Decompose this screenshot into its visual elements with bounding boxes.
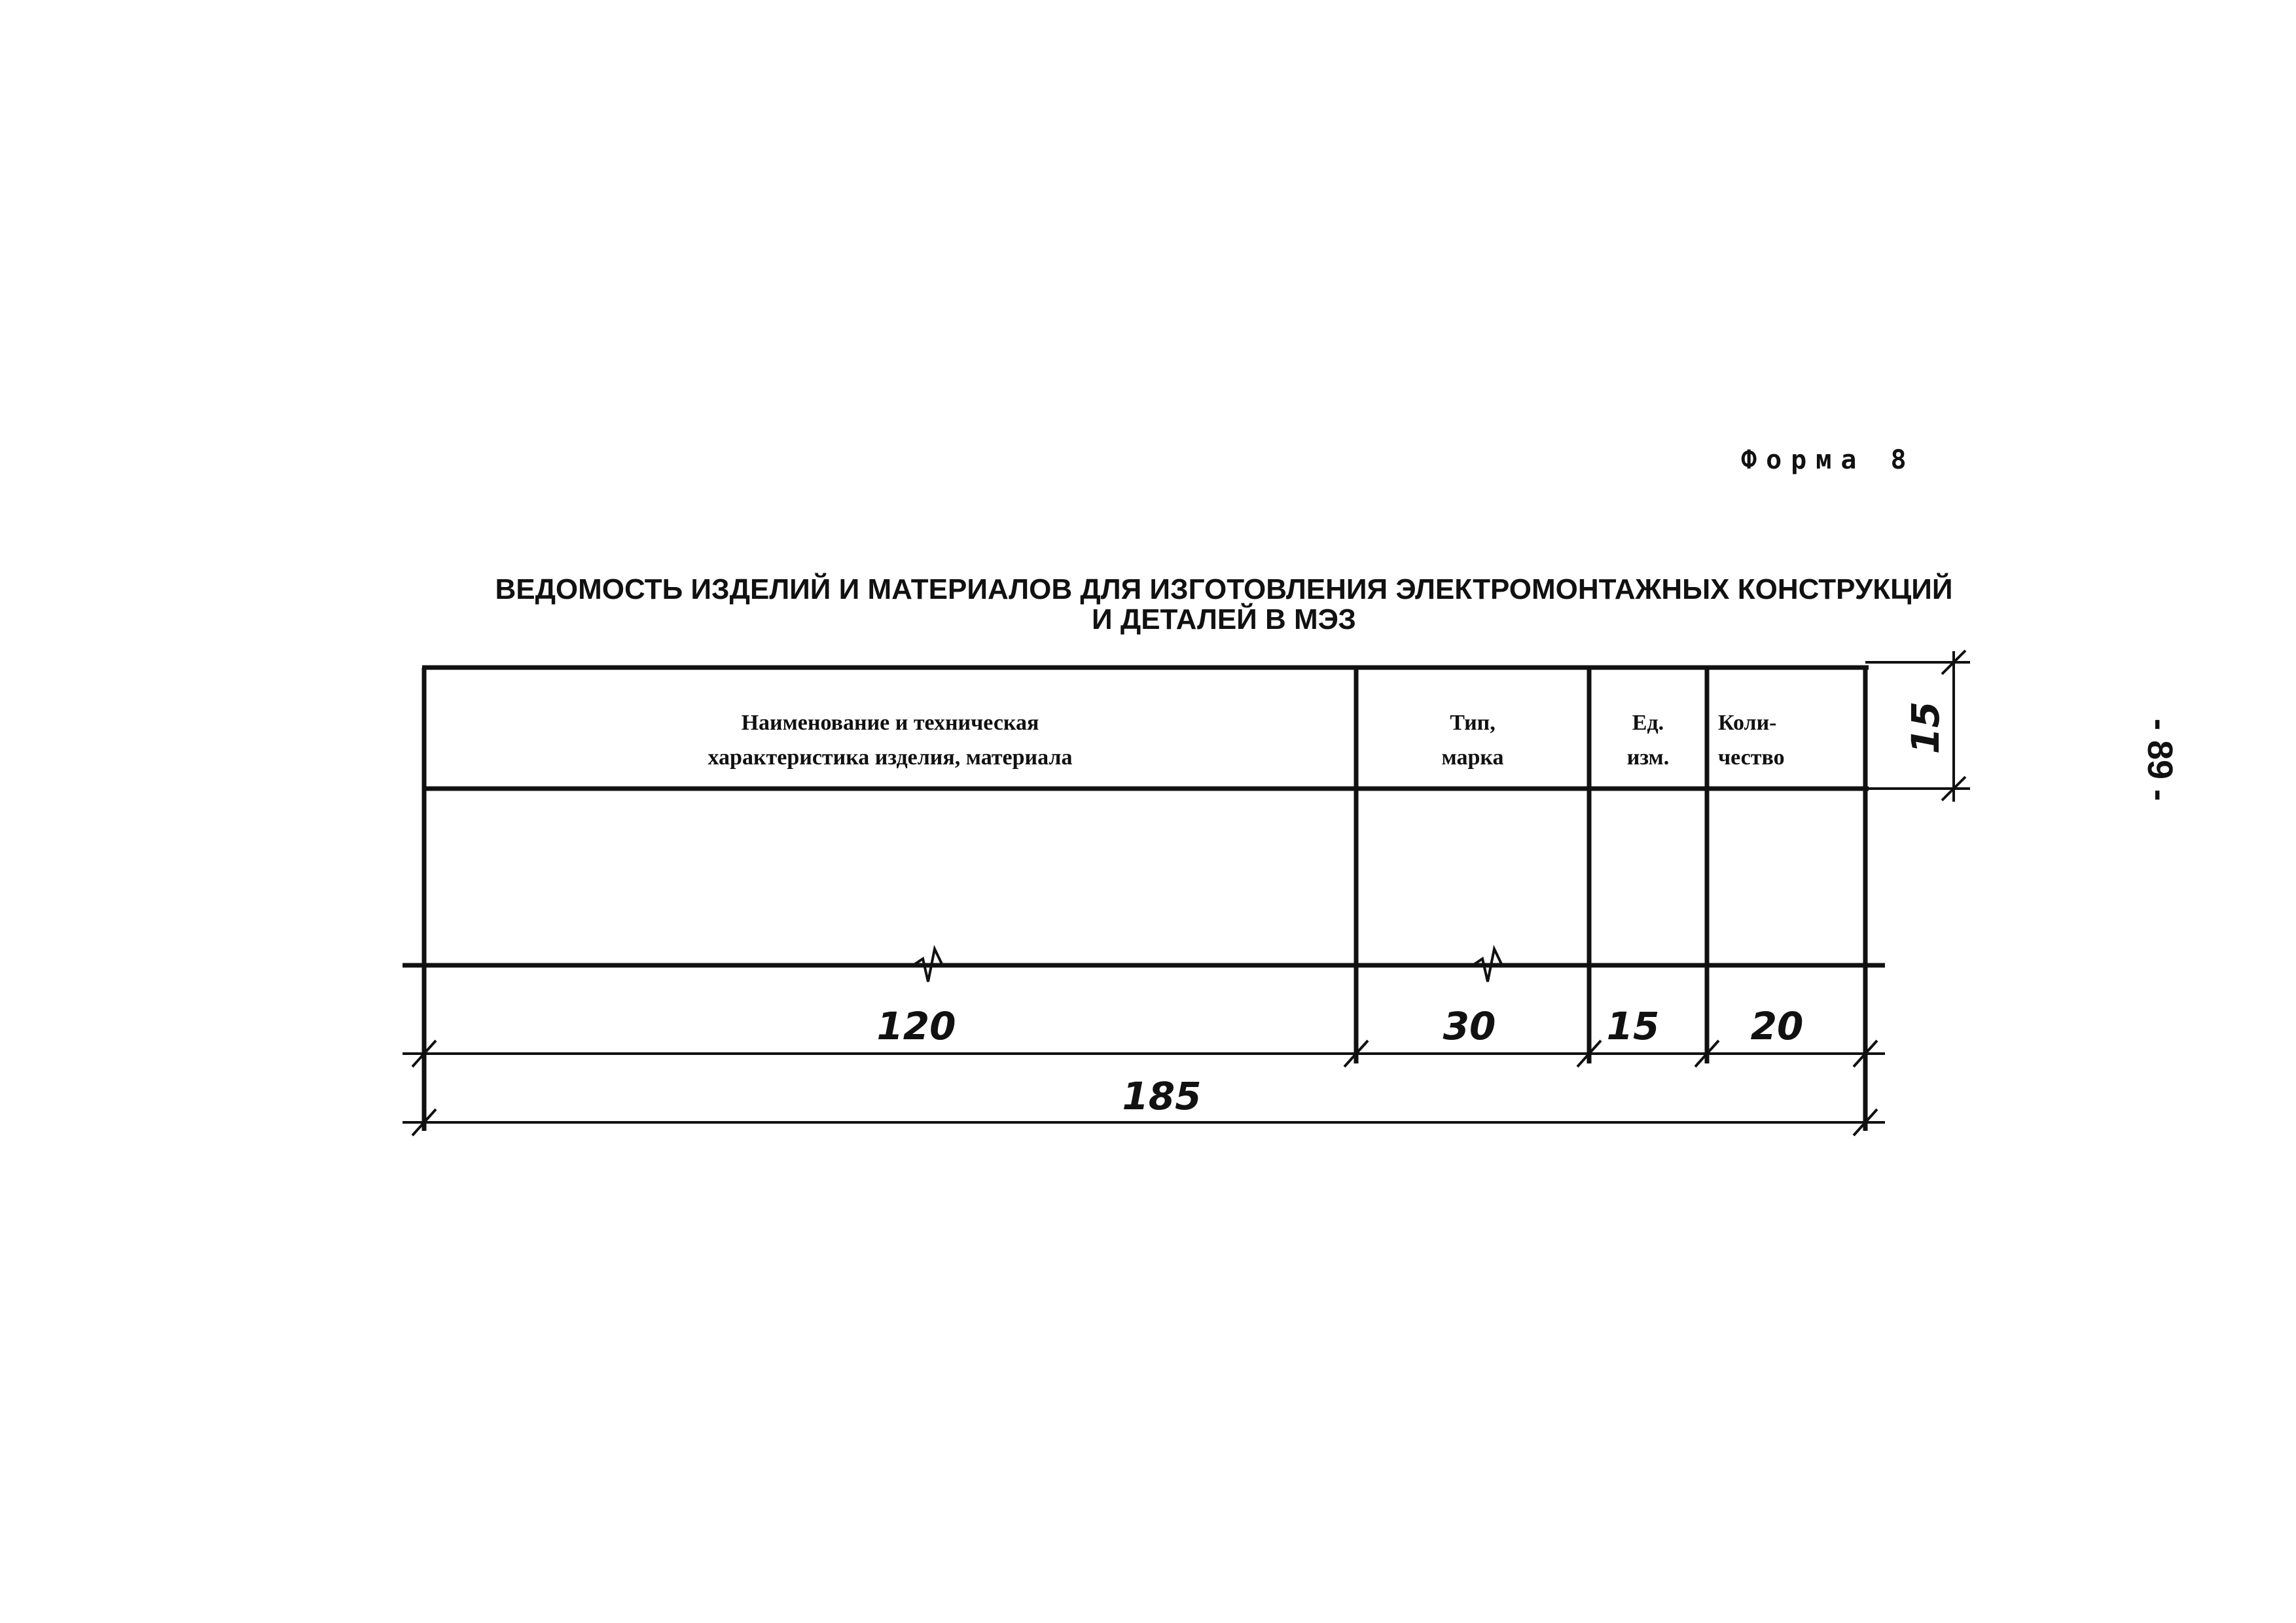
table-frame — [403, 668, 1885, 1131]
table-header — [708, 711, 1785, 770]
dimension-column-3: 15 — [1606, 1004, 1660, 1048]
column-header-type-line-2: марка — [1441, 745, 1504, 770]
column-header-unit-line-1: Ед. — [1632, 711, 1664, 735]
title-line-2: И ДЕТАЛЕЙ В МЭЗ — [1092, 603, 1356, 635]
column-header-unit-line-2: изм. — [1626, 745, 1670, 770]
column-header-quantity-line-1: Коли- — [1718, 711, 1777, 735]
total-dimension-line — [403, 1074, 1885, 1135]
page-number-text: - 89 - — [2140, 718, 2179, 802]
title-line-1: ВЕДОМОСТЬ ИЗДЕЛИЙ И МАТЕРИАЛОВ ДЛЯ ИЗГОТОВЛЕНИЯ ЭЛЕКТРОМОНТАЖНЫХ КОНСТРУКЦИЙ — [495, 573, 1953, 605]
dimension-column-2: 30 — [1443, 1004, 1496, 1048]
form-label: Форма 8 — [1741, 445, 1916, 475]
column-dimension-line — [403, 1004, 1885, 1067]
column-header-type-line-1: Тип, — [1450, 711, 1496, 735]
column-header-quantity-line-2: чество — [1718, 745, 1785, 770]
header-height-dimension — [1865, 651, 1970, 802]
dimension-total: 185 — [1122, 1074, 1202, 1118]
dimension-column-4: 20 — [1750, 1004, 1804, 1048]
column-header-name-line-1: Наименование и техническая — [741, 711, 1039, 735]
dimension-column-1: 120 — [876, 1004, 956, 1048]
dimension-header-height: 15 — [1903, 701, 1948, 755]
column-header-name-line-2: характеристика изделия, материала — [708, 745, 1073, 770]
